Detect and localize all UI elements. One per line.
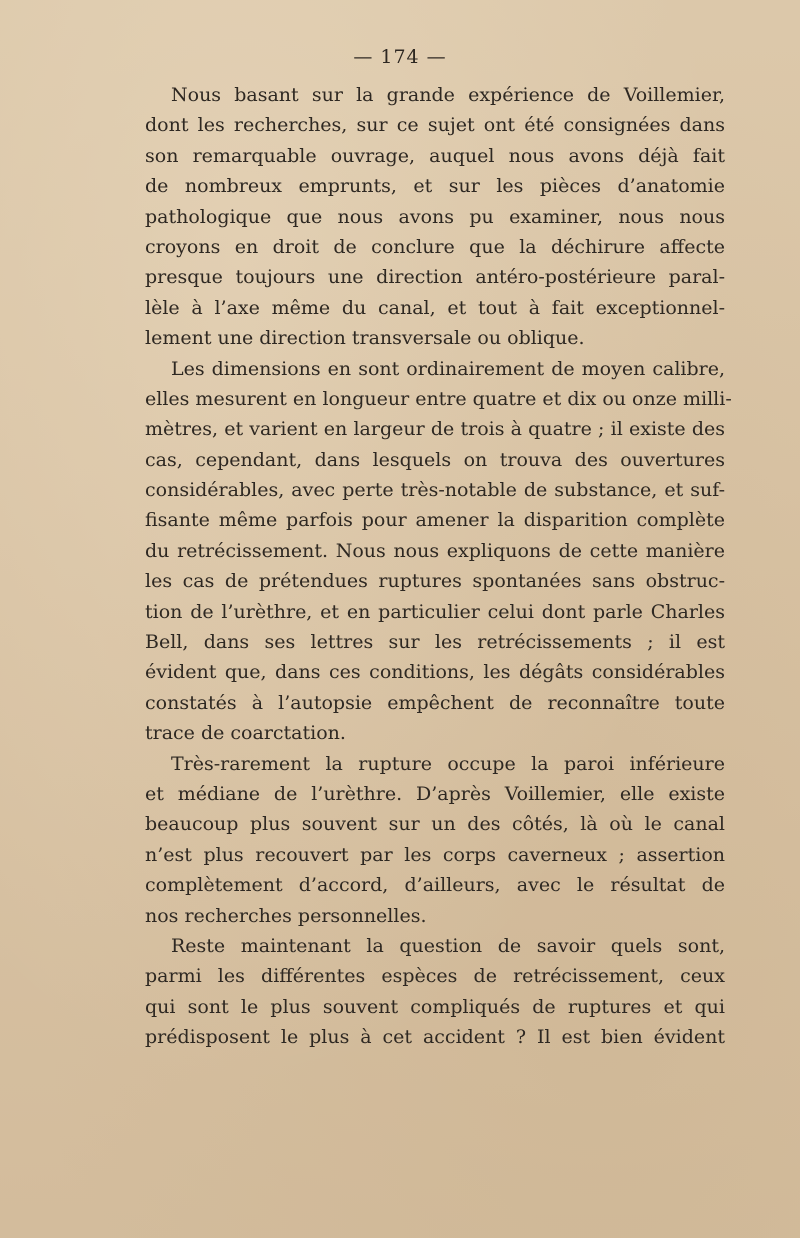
text-line: dont les recherches, sur ce sujet ont été consignées dans bbox=[145, 114, 725, 137]
text-line: de nombreux emprunts, et sur les pièces d’anatomie bbox=[145, 175, 725, 198]
text-line: beaucoup plus souvent sur un des côtés, là où le canal bbox=[145, 813, 725, 836]
text-line: Nous basant sur la grande expérience de Voillemier, bbox=[171, 84, 725, 106]
text-line: Les dimensions en sont ordinairement de moyen calibre, bbox=[171, 357, 725, 380]
text-line: lement une direction transversale ou oblique. bbox=[145, 327, 585, 350]
text-line: considérables, avec perte très-notable de substance, et suf- bbox=[145, 479, 725, 502]
text-line: croyons en droit de conclure que la déchirure affecte bbox=[145, 235, 725, 258]
text-line: elles mesurent en longueur entre quatre et dix ou onze milli- bbox=[145, 387, 732, 410]
text-line: et médiane de l’urèthre. D’après Voillemier, elle existe bbox=[145, 782, 725, 805]
text-line: pathologique que nous avons pu examiner, nous nous bbox=[145, 205, 725, 228]
text-line: les cas de prétendues ruptures spontanées sans obstruc- bbox=[145, 570, 725, 593]
text-line: Reste maintenant la question de savoir quels sont, bbox=[171, 934, 725, 957]
text-line: lèle à l’axe même du canal, et tout à fait exceptionnel- bbox=[145, 296, 725, 319]
text-line: parmi les différentes espèces de retrécissement, ceux bbox=[145, 965, 725, 988]
page-number: — 174 — bbox=[353, 46, 447, 68]
text-line: presque toujours une direction antéro-postérieure paral- bbox=[145, 266, 725, 289]
text-line: Très-rarement la rupture occupe la paroi inférieure bbox=[171, 752, 725, 775]
text-line: mètres, et varient en largeur de trois à quatre ; il existe des bbox=[145, 418, 725, 441]
text-line: du retrécissement. Nous nous expliquons de cette manière bbox=[145, 539, 725, 562]
text-line: fisante même parfois pour amener la disparition complète bbox=[145, 509, 725, 532]
body-text bbox=[145, 80, 732, 1053]
text-line: nos recherches personnelles. bbox=[145, 904, 427, 927]
text-line: son remarquable ouvrage, auquel nous avons déjà fait bbox=[145, 144, 725, 167]
text-line: complètement d’accord, d’ailleurs, avec le résultat de bbox=[145, 874, 725, 897]
text-line: évident que, dans ces conditions, les dégâts considérables bbox=[145, 661, 725, 684]
text-line: n’est plus recouvert par les corps caverneux ; assertion bbox=[145, 843, 725, 866]
text-line: constatés à l’autopsie empêchent de reconnaître toute bbox=[145, 691, 725, 714]
text-line: cas, cependant, dans lesquels on trouva des ouvertures bbox=[145, 448, 725, 471]
text-line: tion de l’urèthre, et en particulier celui dont parle Charles bbox=[145, 600, 725, 623]
text-line: prédisposent le plus à cet accident ? Il est bien évident bbox=[145, 1026, 725, 1049]
text-line: trace de coarctation. bbox=[145, 722, 346, 745]
text-line: Bell, dans ses lettres sur les retrécissements ; il est bbox=[145, 631, 725, 654]
text-line: qui sont le plus souvent compliqués de ruptures et qui bbox=[145, 995, 725, 1018]
